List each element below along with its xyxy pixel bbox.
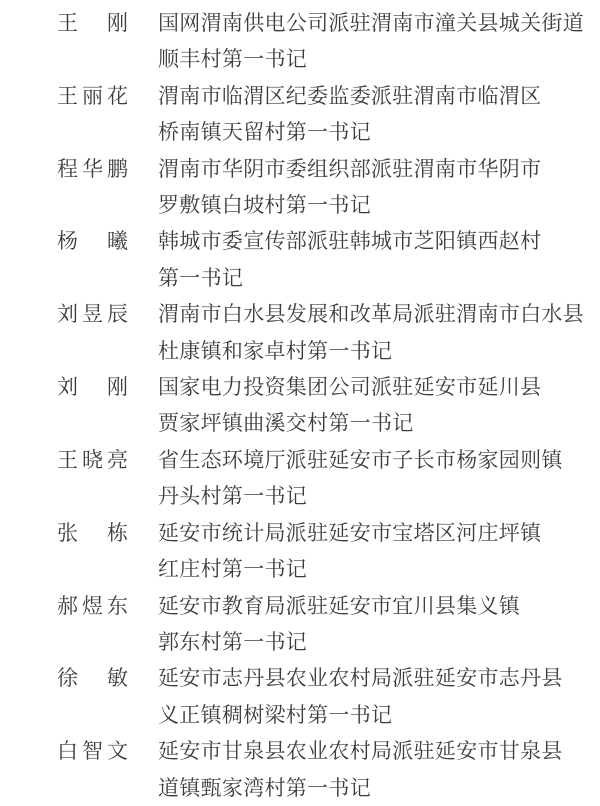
name-char: 徐 [57,666,78,691]
name-char: 晓 [82,447,103,472]
name-char: 刚 [107,375,128,400]
assignment-line-2: 道镇甄家湾村第一书记 [158,775,371,800]
list-entry [0,660,600,733]
assignment-line-2: 红庄村第一书记 [158,557,308,582]
assignment-line-2: 义正镇稠树梁村第一书记 [158,702,393,727]
assignment-line-1: 渭南市白水县发展和改革局派驻渭南市白水县 [158,302,584,327]
name-char: 王 [57,11,78,35]
assignment-line-1: 渭南市临渭区纪委监委派驻渭南市临渭区 [158,83,542,108]
name-char: 栋 [107,520,128,545]
person-name [57,733,128,769]
person-name [57,78,128,114]
name-char: 刘 [57,375,78,400]
name-char: 东 [107,593,128,618]
person-name [57,369,128,405]
name-char: 花 [107,83,128,108]
assignment [158,5,598,78]
assignment-line-1: 国家电力投资集团公司派驻延安市延川县 [158,375,542,400]
assignment [158,660,598,733]
name-char: 杨 [57,229,78,254]
name-char: 华 [82,156,103,181]
person-name [57,296,128,332]
assignment-line-2: 顺丰村第一书记 [158,47,308,72]
name-char: 张 [57,520,78,545]
assignment [158,78,598,151]
assignment-line-1: 国网渭南供电公司派驻渭南市潼关县城关街道 [158,11,584,35]
list-entry [0,515,600,588]
name-char: 刚 [107,11,128,35]
assignment-line-1: 省生态环境厅派驻延安市子长市杨家园则镇 [158,447,563,472]
name-char: 煜 [82,593,103,618]
secretary-list [0,5,600,806]
assignment-line-2: 罗敷镇白坡村第一书记 [158,193,371,218]
name-char: 辰 [107,302,128,327]
list-entry [0,442,600,515]
assignment [158,369,598,442]
name-char: 文 [107,739,128,764]
assignment [158,588,598,661]
list-entry [0,223,600,296]
list-entry [0,78,600,151]
name-char: 曦 [107,229,128,254]
person-name [57,660,128,696]
person-name [57,588,128,624]
name-char: 亮 [107,447,128,472]
assignment-line-2: 杜康镇和家卓村第一书记 [158,338,393,363]
assignment-line-2: 桥南镇天留村第一书记 [158,120,371,145]
person-name [57,5,128,41]
name-char: 刘 [57,302,78,327]
name-char: 鹏 [107,156,128,181]
person-name [57,151,128,187]
assignment-line-2: 丹头村第一书记 [158,484,308,509]
assignment-line-2: 第一书记 [158,265,244,290]
person-name [57,442,128,478]
assignment-line-1: 渭南市华阴市委组织部派驻渭南市华阴市 [158,156,542,181]
list-entry [0,296,600,369]
assignment [158,442,598,515]
assignment-line-2: 郭东村第一书记 [158,629,308,654]
name-char: 丽 [82,83,103,108]
person-name [57,223,128,259]
list-entry [0,588,600,661]
assignment-line-1: 延安市甘泉县农业农村局派驻延安市甘泉县 [158,739,563,764]
assignment [158,151,598,224]
person-name [57,515,128,551]
name-char: 王 [57,447,78,472]
assignment [158,515,598,588]
name-char: 程 [57,156,78,181]
name-char: 郝 [57,593,78,618]
assignment-line-1: 延安市统计局派驻延安市宝塔区河庄坪镇 [158,520,542,545]
assignment-line-1: 延安市教育局派驻延安市宜川县集义镇 [158,593,521,618]
name-char: 敏 [107,666,128,691]
list-entry [0,5,600,78]
name-char: 白 [57,739,78,764]
list-entry [0,733,600,806]
assignment-line-2: 贾家坪镇曲溪交村第一书记 [158,411,414,436]
name-char: 王 [57,83,78,108]
assignment-line-1: 延安市志丹县农业农村局派驻延安市志丹县 [158,666,563,691]
list-entry [0,151,600,224]
assignment [158,223,598,296]
assignment [158,296,598,369]
assignment-line-1: 韩城市委宣传部派驻韩城市芝阳镇西赵村 [158,229,542,254]
name-char: 昱 [82,302,103,327]
list-entry [0,369,600,442]
name-char: 智 [82,739,103,764]
assignment [158,733,598,806]
